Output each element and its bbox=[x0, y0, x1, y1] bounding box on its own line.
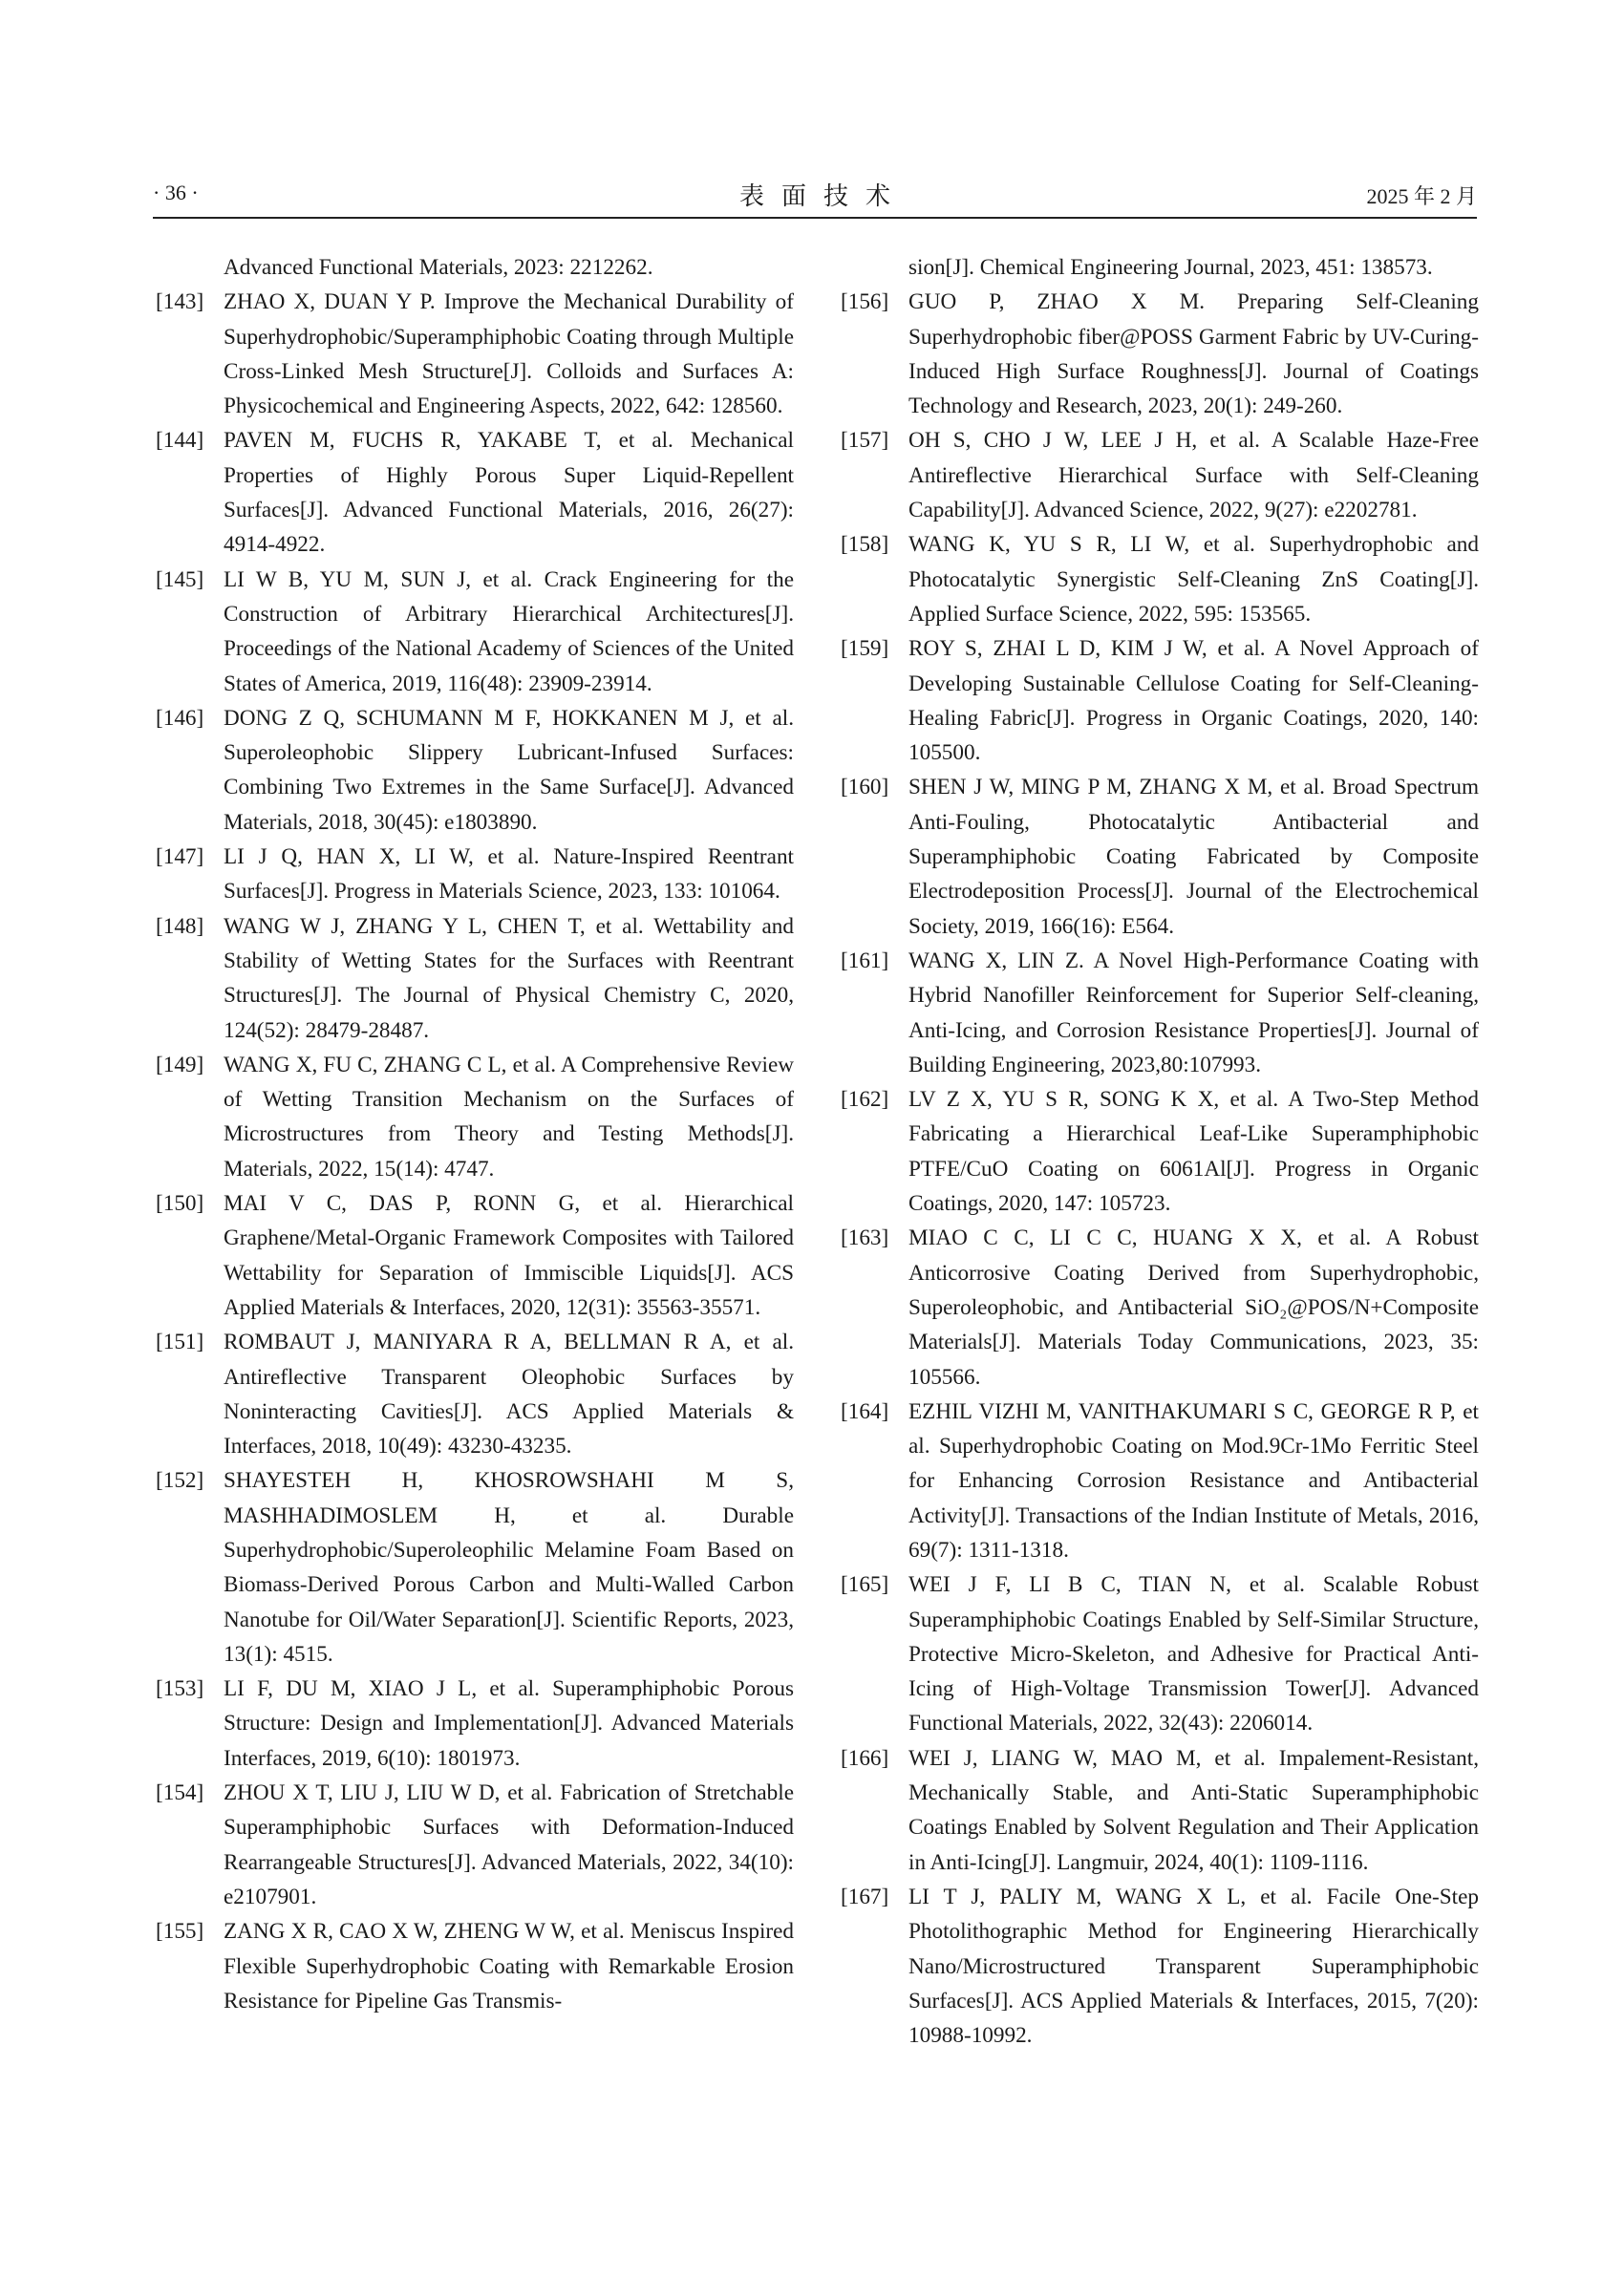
reference-text: WANG X, FU C, ZHANG C L, et al. A Comprehensive Review of Wetting Transition Mechanism on the Surfaces of Microstructures from Theory and Testing Methods[J]. Materials, 2022, 15(14): 4747. bbox=[224, 1052, 794, 1182]
reference-text: SHEN J W, MING P M, ZHANG X M, et al. Broad Spectrum Anti-Fouling, Photocatalytic Antibacterial and Superamphiphobic Coating Fabricated by Composite Electrodeposition Process[J]. Journal of the Electrochemical Society, 2019, 166(16): E564. bbox=[908, 775, 1479, 939]
reference-text: SHAYESTEH H, KHOSROWSHAHI M S, MASHHADIMOSLEM H, et al. Durable Superhydrophobic/Superoleophilic Melamine Foam Based on Biomass-Derived Porous Carbon and Multi-Walled Carbon Nanotube for Oil/Water Separation[J]. Scientific Reports, 2023, 13(1): 4515. bbox=[224, 1468, 794, 1667]
reference-entry bbox=[841, 944, 1479, 1082]
reference-number: [155] bbox=[156, 1919, 204, 1945]
reference-number: [167] bbox=[841, 1884, 889, 1909]
reference-entry bbox=[156, 1048, 794, 1186]
reference-entry bbox=[156, 1914, 794, 2018]
reference-number: [166] bbox=[841, 1745, 889, 1771]
reference-entry bbox=[156, 563, 794, 701]
reference-number: [159] bbox=[841, 636, 889, 662]
right-column bbox=[841, 250, 1479, 2053]
reference-entry bbox=[841, 1221, 1479, 1394]
page-number: · 36 · bbox=[153, 181, 199, 204]
reference-entry bbox=[841, 423, 1479, 527]
reference-entry bbox=[841, 285, 1479, 423]
reference-number: [143] bbox=[156, 289, 204, 315]
reference-text: GUO P, ZHAO X M. Preparing Self-Cleaning Superhydrophobic fiber@POSS Garment Fabric by UV-Curing-Induced High Surface Roughness[J]. Journal of Coatings Technology and Research, 2023, 20(1): 249-260. bbox=[908, 289, 1479, 419]
reference-number: [150] bbox=[156, 1191, 204, 1217]
reference-text: ZHOU X T, LIU J, LIU W D, et al. Fabrication of Stretchable Superamphiphobic Surfaces with Deformation-Induced Rearrangeable Structures[J]. Advanced Materials, 2022, 34(10): e2107901. bbox=[224, 1780, 794, 1909]
reference-number: [146] bbox=[156, 705, 204, 731]
reference-entry bbox=[841, 1567, 1479, 1740]
reference-number: [149] bbox=[156, 1052, 204, 1077]
journal-title: 表面技术 bbox=[738, 182, 908, 210]
reference-text: ZHAO X, DUAN Y P. Improve the Mechanical Durability of Superhydrophobic/Superamphiphobic Coating through Multiple Cross-Linked Mesh Structure[J]. Colloids and Surfaces A: Physicochemical and Engineering Aspects, 2022, 642: 128560. bbox=[224, 289, 794, 419]
reference-entry bbox=[841, 770, 1479, 943]
reference-text: LI T J, PALIY M, WANG X L, et al. Facile One-Step Photolithographic Method for Engineering Hierarchically Nano/Microstructured Transparent Superamphiphobic Surfaces[J]. ACS Applied Materials & Interfaces, 2015, 7(20): 10988-10992. bbox=[908, 1884, 1479, 2049]
reference-number: [154] bbox=[156, 1780, 204, 1806]
running-header bbox=[153, 177, 1477, 219]
reference-text: PAVEN M, FUCHS R, YAKABE T, et al. Mechanical Properties of Highly Porous Super Liquid‐Repellent Surfaces[J]. Advanced Functional Materials, 2016, 26(27): 4914-4922. bbox=[224, 428, 794, 558]
reference-text: LI W B, YU M, SUN J, et al. Crack Engineering for the Construction of Arbitrary Hierarchical Architectures[J]. Proceedings of the National Academy of Sciences of the United States of America, 2019, 116(48): 23909-23914. bbox=[224, 566, 794, 696]
reference-number: [152] bbox=[156, 1468, 204, 1494]
reference-entry bbox=[156, 285, 794, 423]
reference-text: ZANG X R, CAO X W, ZHENG W W, et al. Meniscus Inspired Flexible Superhydrophobic Coating with Remarkable Erosion Resistance for Pipeline Gas Transmis- bbox=[224, 1919, 794, 2014]
reference-continuation: sion[J]. Chemical Engineering Journal, 2023, 451: 138573. bbox=[908, 255, 1433, 280]
reference-entry bbox=[156, 1325, 794, 1463]
reference-text: OH S, CHO J W, LEE J H, et al. A Scalable Haze-Free Antireflective Hierarchical Surface with Self-Cleaning Capability[J]. Advanced Science, 2022, 9(27): e2202781. bbox=[908, 428, 1479, 523]
reference-number: [151] bbox=[156, 1330, 204, 1355]
reference-entry bbox=[841, 631, 1479, 770]
reference-text: LI F, DU M, XIAO J L, et al. Superamphiphobic Porous Structure: Design and Implementation[J]. Advanced Materials Interfaces, 2019, 6(10): 1801973. bbox=[224, 1676, 794, 1771]
reference-number: [162] bbox=[841, 1087, 889, 1113]
reference-text: MIAO C C, LI C C, HUANG X X, et al. A Robust Anticorrosive Coating Derived from Superhydrophobic, Superoleophobic, and Antibacterial SiO₂@POS/N+Composite Materials[J]. Materials Today Communications, 2023, 35: 105566. bbox=[908, 1225, 1479, 1390]
reference-text: DONG Z Q, SCHUMANN M F, HOKKANEN M J, et al. Superoleophobic Slippery Lubricant-Infused Surfaces: Combining Two Extremes in the Same Surface[J]. Advanced Materials, 2018, 30(45): e1803890. bbox=[224, 705, 794, 835]
reference-entry bbox=[156, 1672, 794, 1776]
reference-text: WEI J, LIANG W, MAO M, et al. Impalement-Resistant, Mechanically Stable, and Anti-Static Superamphiphobic Coatings Enabled by Solvent Regulation and Their Application in Anti-Icing[J]. Langmuir, 2024, 40(1): 1109-1116. bbox=[908, 1745, 1479, 1875]
left-column bbox=[156, 250, 794, 2018]
reference-entry bbox=[156, 840, 794, 909]
reference-number: [156] bbox=[841, 289, 889, 315]
reference-text: EZHIL VIZHI M, VANITHAKUMARI S C, GEORGE R P, et al. Superhydrophobic Coating on Mod.9Cr-1Mo Ferritic Steel for Enhancing Corrosion Resistance and Antibacterial Activity[J]. Transactions of the Indian Institute of Metals, 2016, 69(7): 1311-1318. bbox=[908, 1398, 1479, 1563]
reference-number: [163] bbox=[841, 1225, 889, 1251]
reference-number: [153] bbox=[156, 1676, 204, 1702]
reference-number: [145] bbox=[156, 566, 204, 592]
reference-text: ROMBAUT J, MANIYARA R A, BELLMAN R A, et al. Antireflective Transparent Oleophobic Surfaces by Noninteracting Cavities[J]. ACS Applied Materials & Interfaces, 2018, 10(49): 43230-43235. bbox=[224, 1330, 794, 1460]
reference-entry bbox=[841, 1082, 1479, 1221]
reference-number: [165] bbox=[841, 1572, 889, 1598]
reference-entry bbox=[156, 701, 794, 840]
reference-entry bbox=[156, 1463, 794, 1672]
reference-text: WANG K, YU S R, LI W, et al. Superhydrophobic and Photocatalytic Synergistic Self-Cleaning ZnS Coating[J]. Applied Surface Science, 2022, 595: 153565. bbox=[908, 532, 1479, 627]
reference-number: [148] bbox=[156, 913, 204, 939]
reference-number: [147] bbox=[156, 844, 204, 870]
reference-text: WANG X, LIN Z. A Novel High-Performance Coating with Hybrid Nanofiller Reinforcement for Superior Self-cleaning, Anti-Icing, and Corrosion Resistance Properties[J]. Journal of Building Engineering, 2023,80:107993. bbox=[908, 948, 1479, 1077]
reference-text: ROY S, ZHAI L D, KIM J W, et al. A Novel Approach of Developing Sustainable Cellulose Coating for Self-Cleaning-Healing Fabric[J]. Progress in Organic Coatings, 2020, 140: 105500. bbox=[908, 636, 1479, 766]
reference-entry bbox=[841, 1741, 1479, 1880]
reference-continuation: Advanced Functional Materials, 2023: 2212262. bbox=[224, 255, 653, 280]
reference-entry bbox=[156, 423, 794, 562]
reference-text: WEI J F, LI B C, TIAN N, et al. Scalable Robust Superamphiphobic Coatings Enabled by Self-Similar Structure, Protective Micro-Skeleton, and Adhesive for Practical Anti-Icing of High-Voltage Transmission Tower[J]. Advanced Functional Materials, 2022, 32(43): 2206014. bbox=[908, 1572, 1479, 1737]
reference-entry bbox=[156, 1776, 794, 1914]
reference-text: LI J Q, HAN X, LI W, et al. Nature-Inspired Reentrant Surfaces[J]. Progress in Materials Science, 2023, 133: 101064. bbox=[224, 844, 794, 905]
reference-text: LV Z X, YU S R, SONG K X, et al. A Two-Step Method Fabricating a Hierarchical Leaf-Like Superamphiphobic PTFE/CuO Coating on 6061Al[J]. Progress in Organic Coatings, 2020, 147: 105723. bbox=[908, 1087, 1479, 1217]
reference-entry bbox=[841, 1395, 1479, 1567]
reference-entry bbox=[156, 909, 794, 1048]
reference-number: [157] bbox=[841, 428, 889, 454]
reference-text: WANG W J, ZHANG Y L, CHEN T, et al. Wettability and Stability of Wetting States for the Surfaces with Reentrant Structures[J]. The Journal of Physical Chemistry C, 2020, 124(52): 28479-28487. bbox=[224, 913, 794, 1043]
reference-text: MAI V C, DAS P, RONN G, et al. Hierarchical Graphene/Metal-Organic Framework Composites with Tailored Wettability for Separation of Immiscible Liquids[J]. ACS Applied Materials & Interfaces, 2020, 12(31): 35563-35571. bbox=[224, 1191, 794, 1320]
reference-number: [164] bbox=[841, 1398, 889, 1424]
reference-number: [158] bbox=[841, 532, 889, 558]
reference-number: [161] bbox=[841, 948, 889, 973]
issue-date: 2025 年 2 月 bbox=[1366, 184, 1477, 208]
reference-entry bbox=[156, 1186, 794, 1325]
reference-entry bbox=[841, 1880, 1479, 2053]
reference-number: [144] bbox=[156, 428, 204, 454]
reference-number: [160] bbox=[841, 775, 889, 800]
reference-entry bbox=[841, 527, 1479, 631]
